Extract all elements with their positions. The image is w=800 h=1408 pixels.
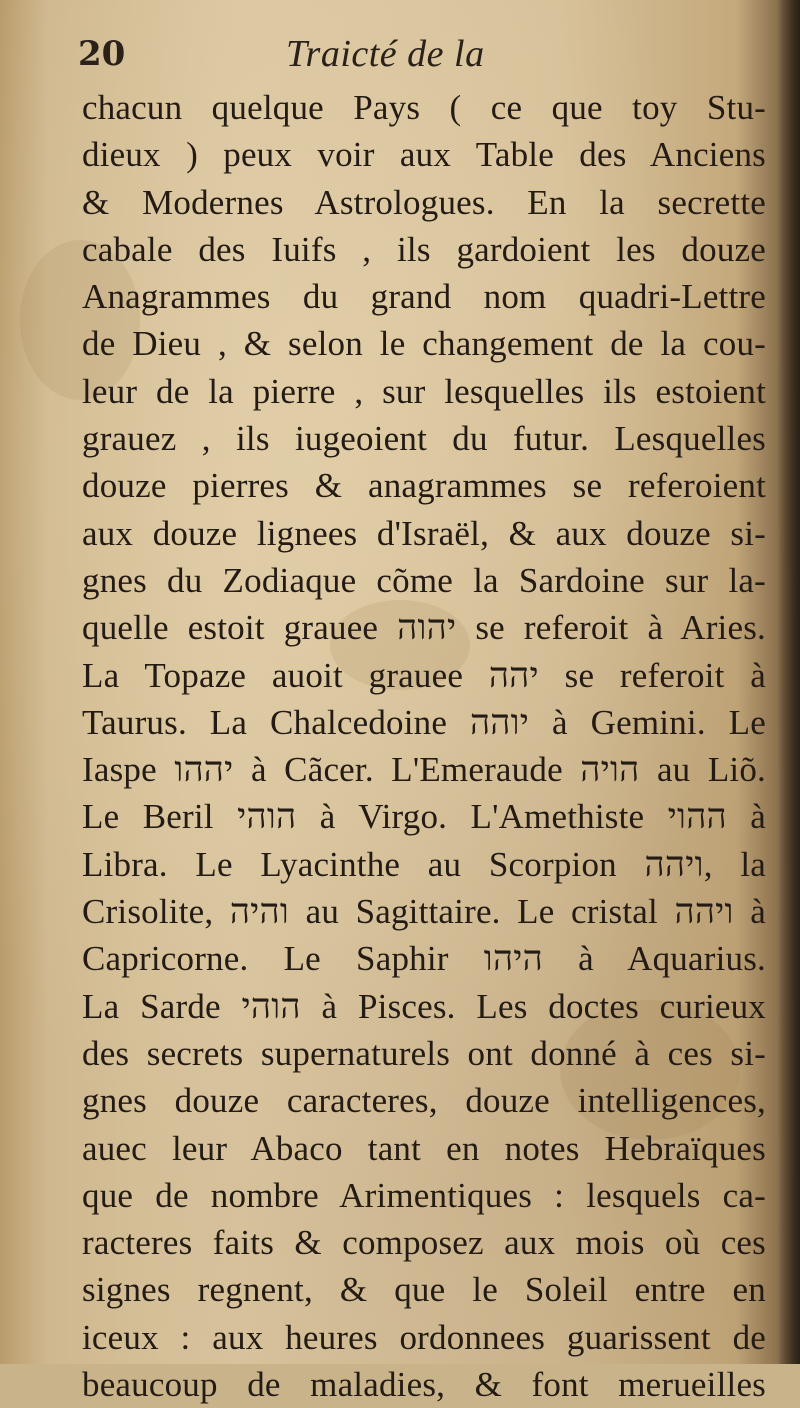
text-line: & Modernes Astrologues. En la secrette — [82, 182, 766, 222]
text-line: La Sarde הוהי à Pisces. Les doctes curieux — [82, 986, 767, 1026]
text-line: douze pierres & anagrammes se referoient — [82, 466, 766, 506]
text-line: signes regnent, & que le Soleil entre en — [82, 1270, 766, 1310]
binding-gutter — [778, 0, 800, 1364]
text-line: Le Beril הוהי à Virgo. L'Amethiste ההוי à — [82, 797, 766, 837]
text-line: Taurus. La Chalcedoine יוהה à Gemini. Le — [82, 702, 766, 742]
text-line: de Dieu , & selon le changement de la cou- — [82, 324, 766, 364]
text-line: gnes du Zodiaque cõme la Sardoine sur la- — [82, 560, 766, 600]
text-line: Capricorne. Le Saphir היהו à Aquarius. — [82, 939, 766, 979]
text-line: Iaspe יההו à Cãcer. L'Emeraude הויה au Liõ. — [82, 750, 766, 790]
text-line: leur de la pierre , sur lesquelles ils estoient — [82, 371, 766, 411]
text-line: Crisolite, והיה au Sagittaire. Le cristal ויהה à — [82, 892, 766, 932]
text-line: racteres faits & composez aux mois où ces — [82, 1223, 766, 1263]
text-line: La Topaze auoit grauee יהה se referoit à — [82, 655, 766, 695]
page-number: 20 — [78, 34, 126, 74]
text-line: des secrets supernaturels ont donné à ces si- — [82, 1033, 766, 1073]
text-line: Anagrammes du grand nom quadri-Lettre — [82, 277, 766, 317]
text-line: dieux ) peux voir aux Table des Anciens — [82, 135, 766, 175]
running-head — [78, 28, 758, 82]
text-line: cabale des Iuifs , ils gardoient les douze — [82, 229, 766, 269]
text-line: iceux : aux heures ordonnees guarissent de — [82, 1317, 766, 1357]
text-line: auec leur Abaco tant en notes Hebraïques — [82, 1128, 766, 1168]
text-line: aux douze lignees d'Israël, & aux douze si- — [82, 513, 766, 553]
body-text — [82, 84, 766, 1408]
text-line: gnes douze caracteres, douze intelligences, — [82, 1081, 766, 1121]
text-line: grauez , ils iugeoient du futur. Lesquelles — [82, 419, 766, 459]
text-line: chacun quelque Pays ( ce que toy Stu- — [82, 88, 766, 127]
text-line: quelle estoit grauee יהוה se referoit à Aries. — [82, 608, 766, 648]
running-title: Traicté de la — [286, 33, 485, 75]
text-line: que de nombre Arimentiques : lesquels ca- — [82, 1175, 766, 1215]
text-line: Libra. Le Lyacinthe au Scorpion ויהה, la — [82, 844, 766, 884]
text-line: beaucoup de maladies, & font merueilles — [82, 1365, 766, 1405]
